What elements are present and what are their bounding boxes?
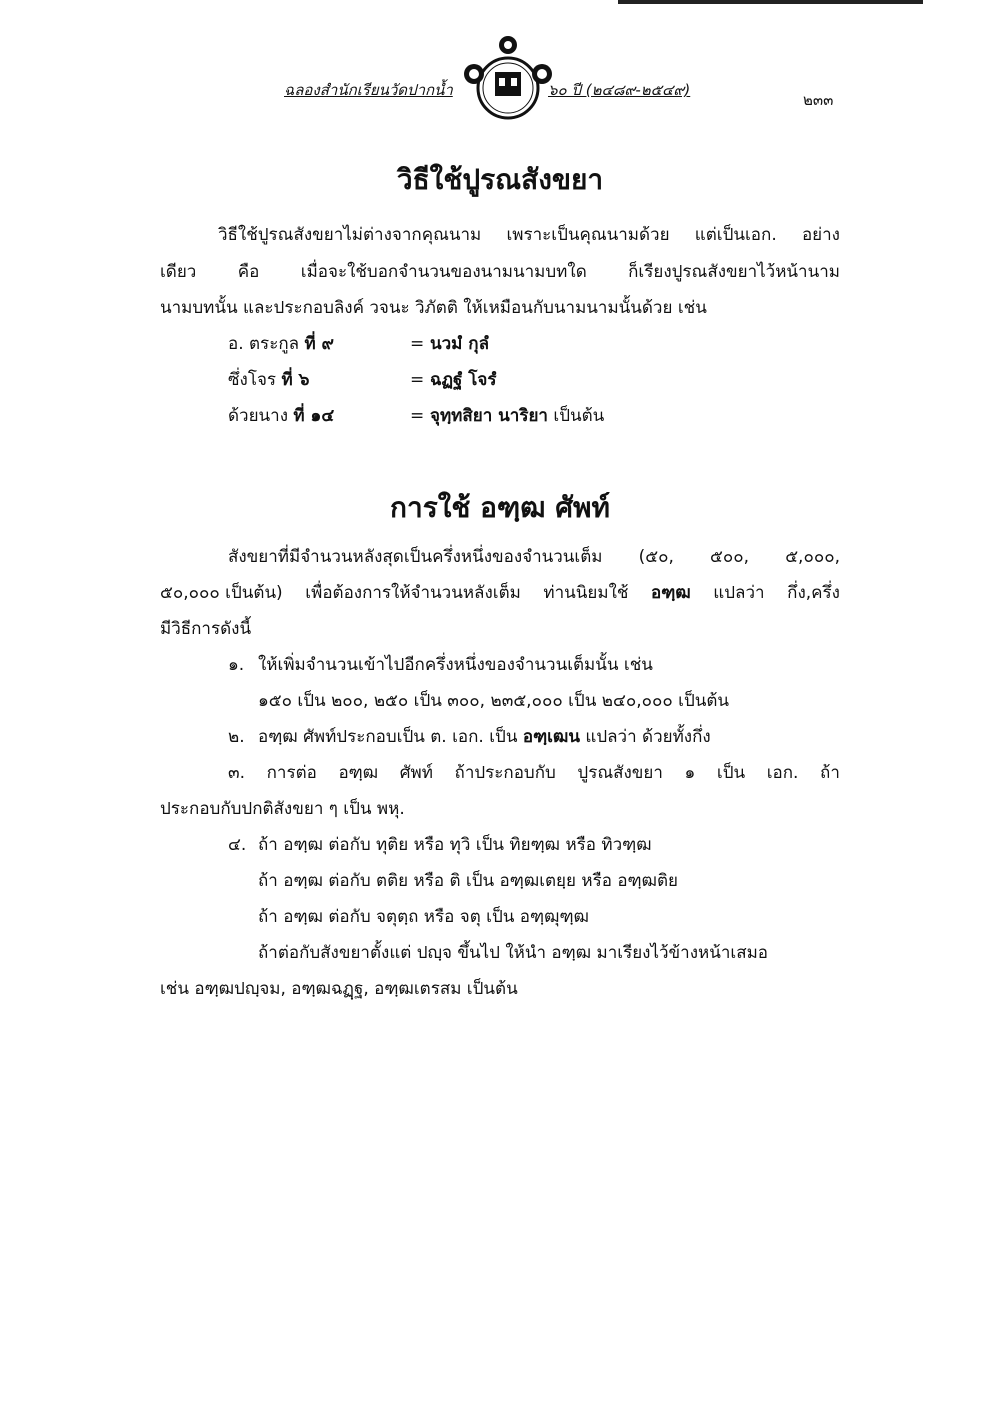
example-suffix: เป็นต้น (553, 406, 605, 426)
example-ordinal: ที่ ๑๔ (293, 406, 335, 426)
example-thai: ซึ่งโจร (228, 370, 277, 390)
section1-paragraph-line-3: นามบทนั้น และประกอบลิงค์ วจนะ วิภัตติ ให้เหมือนกับนามนามนั้นด้วย เช่น (160, 298, 707, 318)
text-segment: ปูรณสังขยา (577, 763, 663, 783)
temple-seal-emblem (462, 34, 554, 126)
text-segment: อฑฺฒ (651, 583, 691, 603)
example-ordinal: ที่ ๖ (281, 370, 310, 390)
text-segment: แต่เป็นเอก. (694, 225, 777, 245)
list-item-3-line-1 (228, 762, 840, 784)
section2-intro-line-2 (160, 582, 840, 604)
example-pali: จุทฺทสิยา นาริยา (430, 406, 548, 426)
example-thai: อ. ตระกูล (228, 334, 300, 354)
list-item-text (258, 726, 711, 748)
text-segment: ๕,๐๐๐, (785, 547, 840, 567)
example-ordinal: ที่ ๙ (304, 334, 335, 354)
list-item-number: ๑. (228, 655, 245, 675)
text-segment: แปลว่า (713, 583, 765, 603)
list-item-number: ๔. (228, 835, 247, 855)
list-item-text: ถ้า อฑฺฒ ต่อกับ ทุติย หรือ ทุวิ เป็น ทิยฑฺฒ หรือ ทิวฑฺฒ (258, 835, 652, 855)
text-segment: เดียว (160, 262, 197, 282)
example-thai: ด้วยนาง (228, 406, 289, 426)
text-segment: กึ่ง,ครึ่ง (787, 583, 840, 603)
text-segment: ท่านนิยมใช้ (543, 583, 629, 603)
text-segment: ๕๐,๐๐๐ เป็นต้น) (160, 583, 283, 603)
section-title-purana-sankhaya: วิธีใช้ปูรณสังขยา (396, 163, 604, 196)
text-segment: แปลว่า ด้วยทั้งกึ่ง (585, 727, 711, 747)
text-segment: อฑฺฒ (338, 763, 379, 783)
text-segment: วิธีใช้ปูรณสังขยาไม่ต่างจากคุณนาม (218, 225, 482, 245)
text-segment: ๑ (684, 763, 696, 783)
text-segment: เพราะเป็นคุณนามด้วย (506, 225, 670, 245)
text-segment: การต่อ (266, 763, 317, 783)
example-equals: = (410, 406, 425, 426)
list-item-text: ถ้าต่อกับสังขยาตั้งแต่ ปญฺจ ขึ้นไป ให้นำ อฑฺฒ มาเรียงไว้ข้างหน้าเสมอ (258, 943, 768, 963)
text-segment: เอก. (766, 763, 799, 783)
text-segment: ก็เรียงปูรณสังขยาไว้หน้านาม (628, 262, 840, 282)
section2-intro-line-3: มีวิธีการดังนี้ (160, 619, 252, 639)
text-segment: สังขยาที่มีจำนวนหลังสุดเป็นครึ่งหนึ่งของจำนวนเต็ม (228, 547, 603, 567)
text-segment: เมื่อจะใช้บอกจำนวนของนามนามบทใด (300, 262, 587, 282)
text-segment: คือ (237, 262, 260, 282)
running-header-anniversary: ๖๐ ปี (๒๔๘๙-๒๕๔๙) (548, 81, 691, 99)
example-equals: = (410, 370, 425, 390)
text-segment: ๕๐๐, (710, 547, 750, 567)
example-pali-row (430, 405, 604, 427)
section1-paragraph-line-1 (218, 224, 840, 246)
text-segment: อฑฺเฒน (522, 727, 580, 747)
list-item-text: ให้เพิ่มจำนวนเข้าไปอีกครึ่งหนึ่งของจำนวนเต็มนั้น เช่น (258, 655, 653, 675)
text-segment: เป็น (716, 763, 746, 783)
example-equals: = (410, 334, 425, 354)
text-segment: อฑฺฒ ศัพท์ประกอบเป็น ต. เอก. เป็น (258, 727, 518, 747)
example-pali: นวมํ กุลํ (430, 334, 490, 354)
section1-paragraph-line-2 (160, 261, 840, 283)
text-segment: ถ้าประกอบกับ (454, 763, 556, 783)
list-item-number: ๒. (228, 727, 245, 747)
section-title-addha: การใช้ อฑฺฒ ศัพท์ (390, 491, 610, 524)
example-row (228, 369, 309, 391)
text-segment: (๕๐, (638, 547, 674, 567)
text-segment: ๓. (228, 763, 246, 783)
list-item-text: ถ้า อฑฺฒ ต่อกับ ตติย หรือ ติ เป็น อฑฺฒเตยฺย หรือ อฑฺฒติย (258, 871, 679, 891)
text-segment: ศัพท์ (399, 763, 433, 783)
page-number: ๒๓๓ (803, 91, 834, 109)
text-segment: อย่าง (801, 225, 840, 245)
list-item-text: ถ้า อฑฺฒ ต่อกับ จตุตฺถ หรือ จตุ เป็น อฑฺฒุฑฺฒ (258, 907, 589, 927)
example-row (228, 405, 334, 427)
text-segment: เพื่อต้องการให้จำนวนหลังเต็ม (305, 583, 521, 603)
list-item-text: เช่น อฑฺฒปญฺจม, อฑฺฒฉฏฺฐ, อฑฺฒเตรสม เป็นต้น (160, 979, 518, 999)
list-item-3-line-2: ประกอบกับปกติสังขยา ๆ เป็น พหุ. (160, 799, 405, 819)
running-header-left: ฉลองสำนักเรียนวัดปากน้ำ (284, 81, 453, 99)
list-item-example: ๑๕๐ เป็น ๒๐๐, ๒๕๐ เป็น ๓๐๐, ๒๓๕,๐๐๐ เป็น ๒๔๐,๐๐๐ เป็นต้น (258, 691, 730, 711)
top-border-line (618, 0, 923, 4)
section2-intro-line-1 (228, 546, 840, 568)
text-segment: ถ้า (820, 763, 840, 783)
example-row (228, 333, 334, 355)
example-pali: ฉฏฐํ โจรํ (430, 370, 497, 390)
